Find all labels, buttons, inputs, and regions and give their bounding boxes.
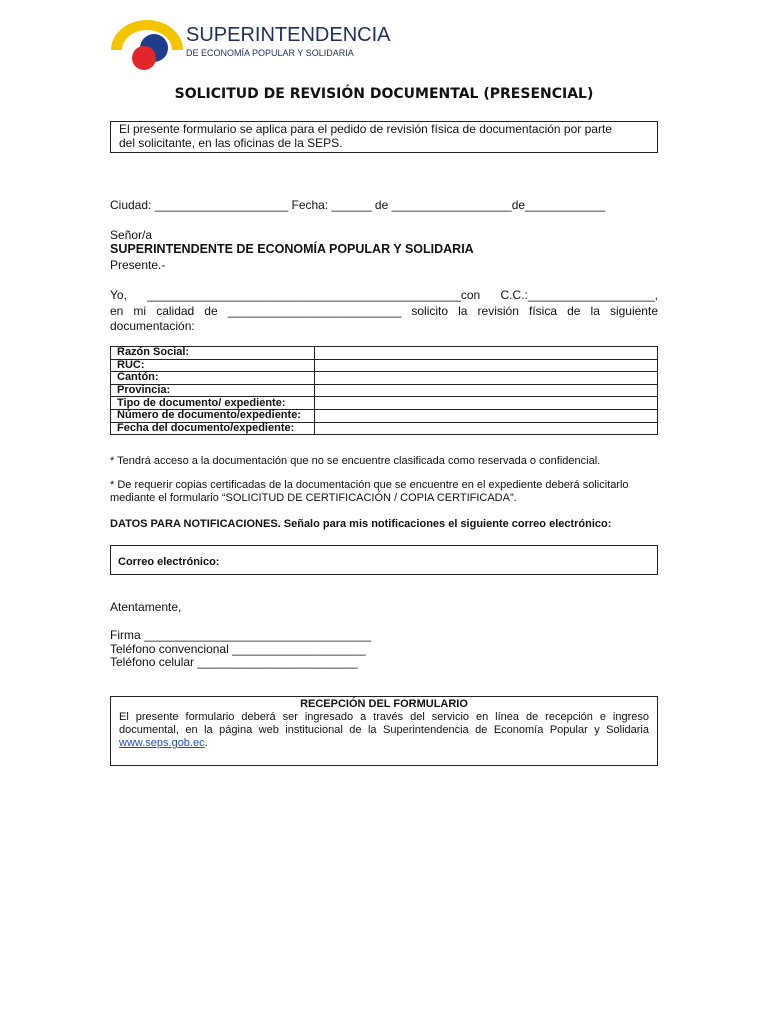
note-copies-line-2: mediante el formulario “SOLICITUD DE CERTIFICACIÓN / COPIA CERTIFICADA”. [110,492,517,504]
email-box[interactable] [110,545,658,575]
note-access: * Tendrá acceso a la documentación que no se encuentre clasificada como reservada o confidencial. [110,455,601,467]
seps-website-link[interactable]: www.seps.gob.ec [119,737,205,749]
addressee: SUPERINTENDENTE DE ECONOMÍA POPULAR Y SOLIDARIA [110,242,474,256]
table-row [111,359,658,372]
table-label: RUC: [111,359,315,372]
telefono-convencional-line: Teléfono convencional ____________________ [110,642,366,656]
logo-title: SUPERINTENDENCIA [186,24,391,46]
seps-emblem-icon [110,20,190,74]
table-value-cell[interactable] [315,397,658,410]
table-value-cell[interactable] [315,372,658,385]
table-value-cell[interactable] [315,359,658,372]
table-value-cell[interactable] [315,422,658,435]
table-row [111,347,658,360]
email-label: Correo electrónico: [118,556,220,568]
presente-label: Presente.- [110,258,166,272]
reception-end: . [204,737,208,749]
reception-body: El presente formulario deberá ser ingresado a través del servicio en línea de recepción e ingreso documental, en la página web institucional de la Superintendencia de Economía Popular y Solidaria [119,711,649,736]
intro-line-1: El presente formulario se aplica para el pedido de revisión física de documentación por parte [119,122,612,136]
reception-box [110,696,658,766]
table-value-cell[interactable] [315,347,658,360]
table-row [111,372,658,385]
intro-line-2: del solicitante, en las oficinas de la SEPS. [119,135,343,150]
firma-line: Firma __________________________________ [110,628,371,642]
table-label: Cantón: [111,372,315,385]
document-table [110,346,658,435]
table-row [111,397,658,410]
body-line-1: Yo, _______________________________________________con C.C.:___________________, [110,288,658,302]
table-label: Provincia: [111,384,315,397]
document-title: SOLICITUD DE REVISIÓN DOCUMENTAL (PRESENCIAL) [174,86,594,102]
telefono-celular-line: Teléfono celular ________________________ [110,655,358,669]
body-line-2: en mi calidad de __________________________ solicito la revisión física de la siguiente [110,304,658,318]
table-label: Tipo de documento/ expediente: [111,397,315,410]
table-label: Fecha del documento/expediente: [111,422,315,435]
table-row [111,422,658,435]
table-row [111,409,658,422]
table-label: Número de documento/expediente: [111,409,315,422]
notifications-heading: DATOS PARA NOTIFICACIONES. Señalo para mis notificaciones el siguiente correo electrónico: [110,518,612,530]
table-row [111,384,658,397]
table-label: Razón Social: [111,347,315,360]
intro-box [110,121,658,153]
table-value-cell[interactable] [315,409,658,422]
logo-subtitle: DE ECONOMÍA POPULAR Y SOLIDARIA [186,48,354,58]
senor-label: Señor/a [110,228,153,242]
body-line-3: documentación: [110,319,195,333]
ciudad-fecha-line: Ciudad: ____________________ Fecha: ______ de __________________de____________ [110,198,606,212]
note-copies-line-1: * De requerir copias certificadas de la documentación que se encuentre en el expediente deberá solicitarlo [110,479,629,491]
closing: Atentamente, [110,600,182,614]
reception-heading: RECEPCIÓN DEL FORMULARIO [300,698,468,710]
table-value-cell[interactable] [315,384,658,397]
reception-text [119,711,649,750]
